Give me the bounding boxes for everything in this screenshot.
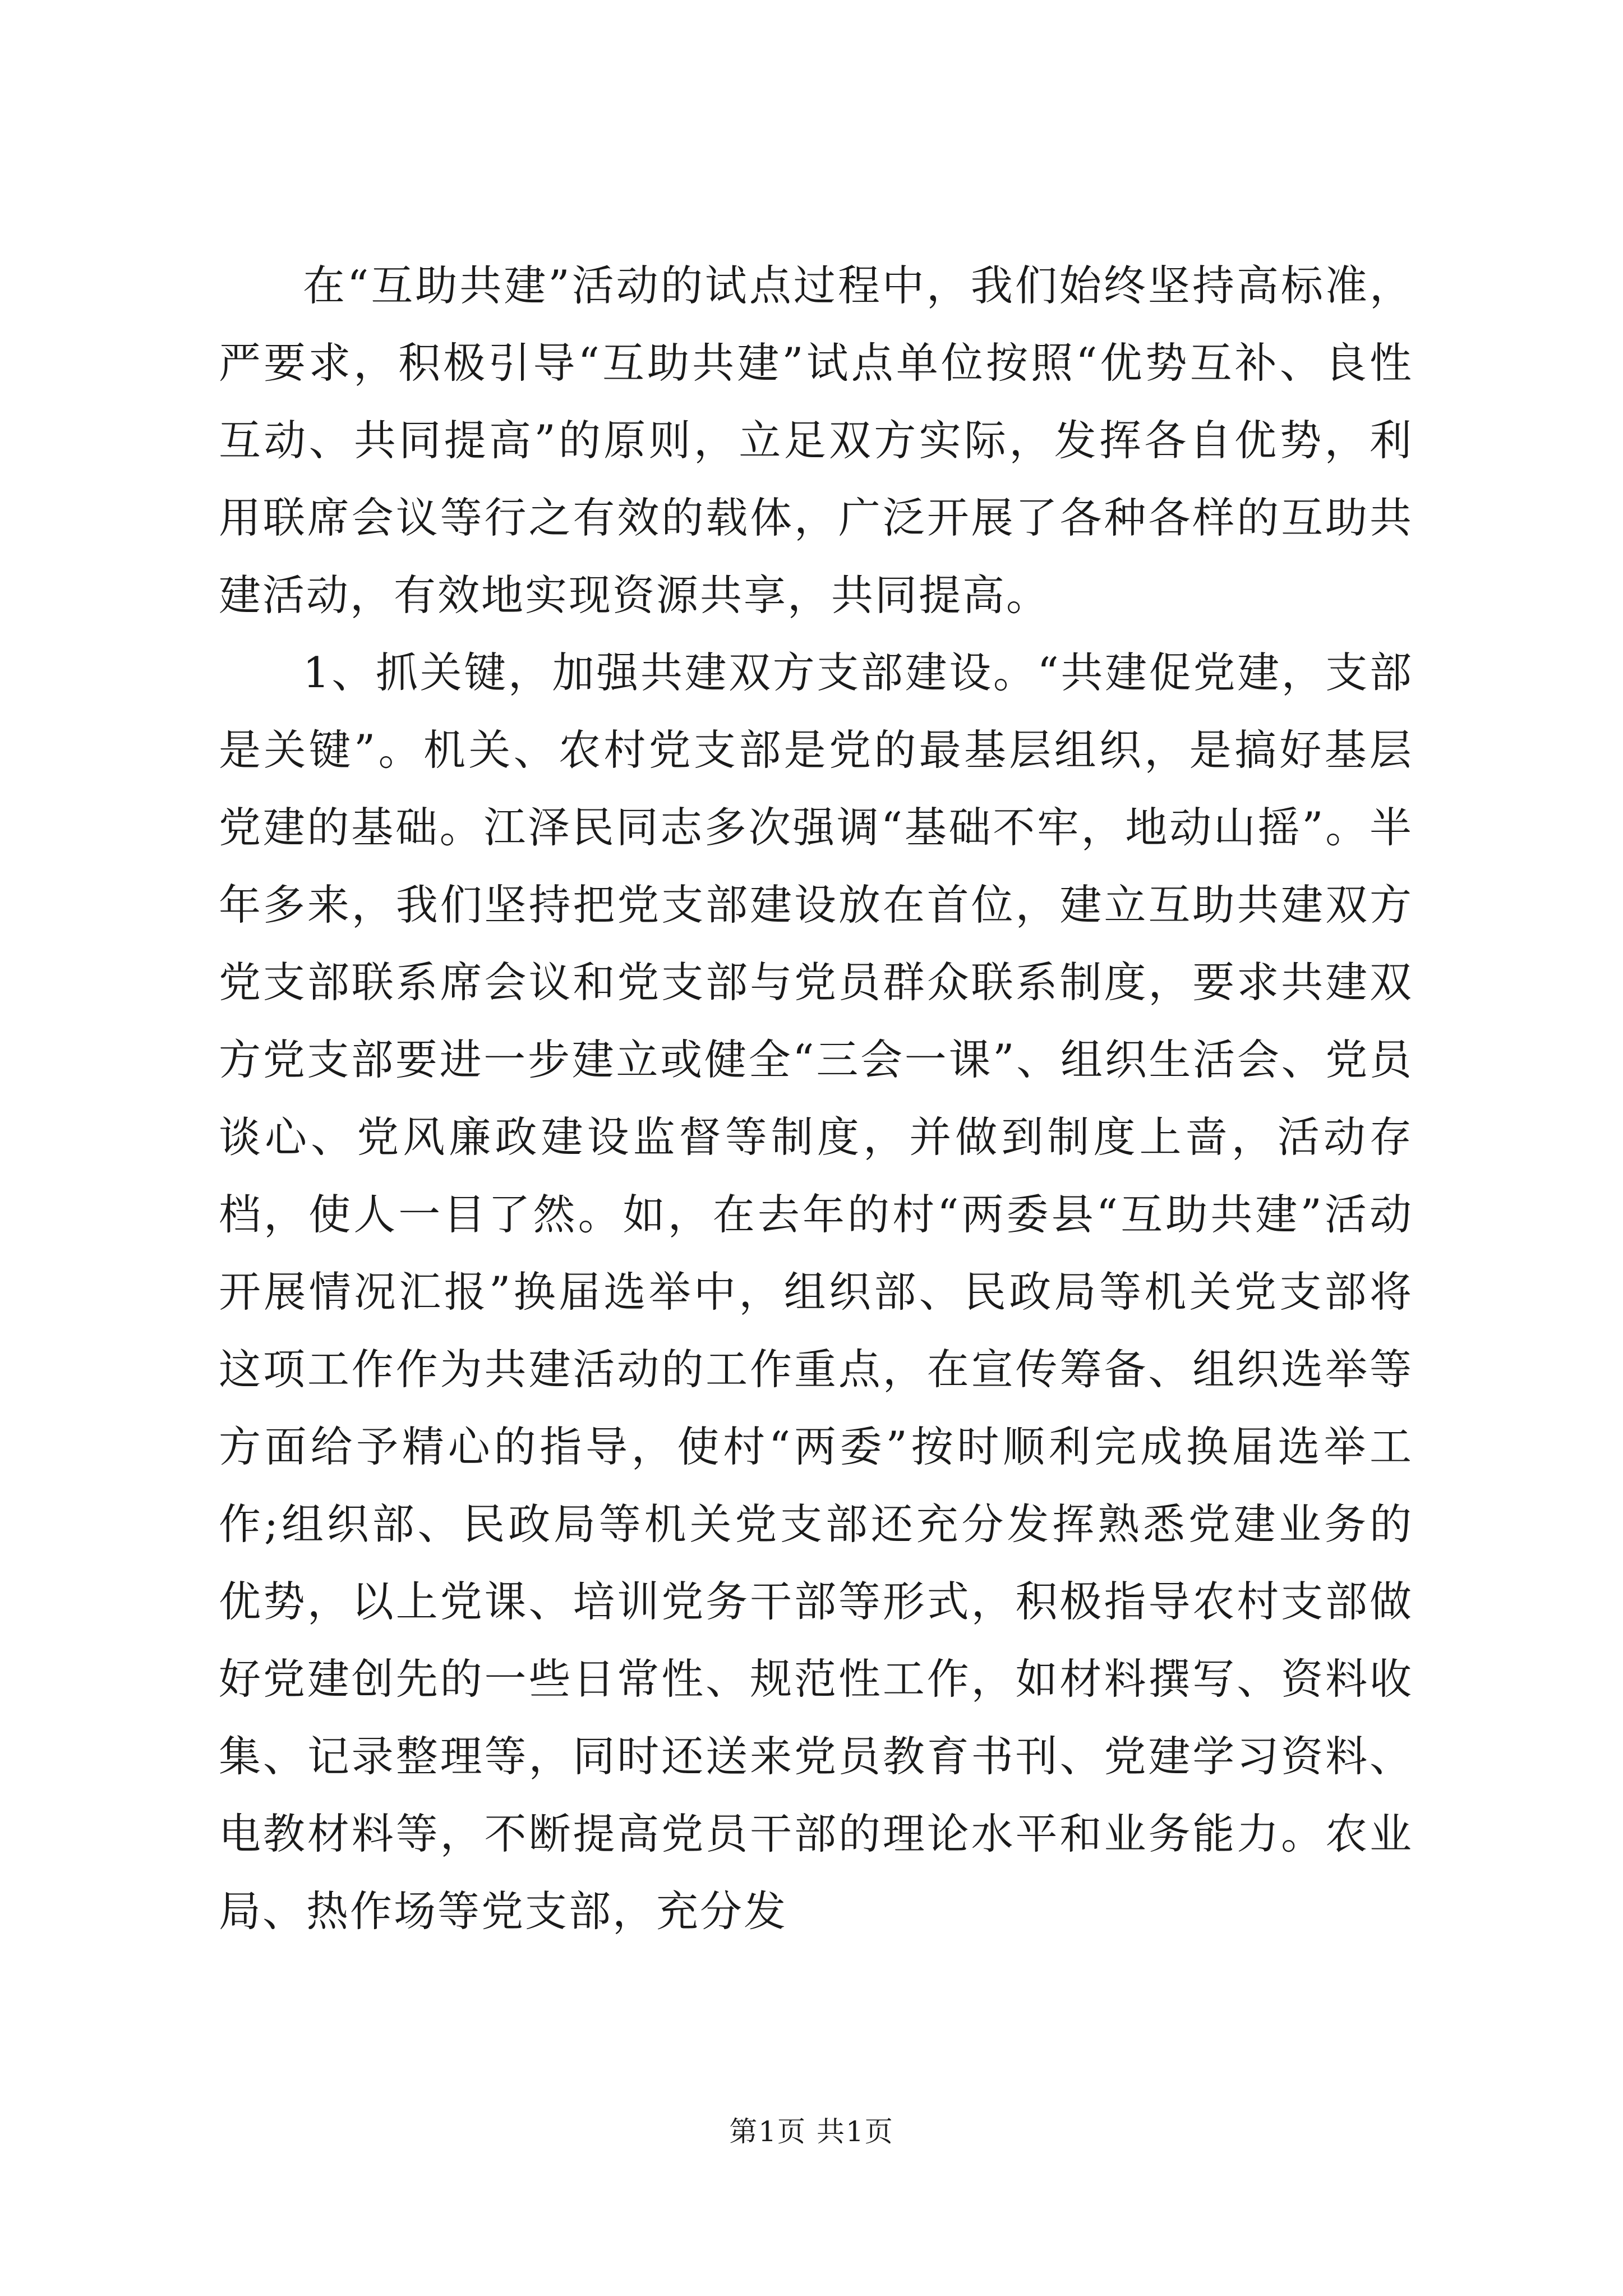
paragraph-intro: 在“互助共建”活动的试点过程中，我们始终坚持高标准，严要求，积极引导“互助共建”试点单位按照“优势互补、良性互动、共同提高”的原则，立足双方实际，发挥各自优势，利用联席会议等行之有效的载体，广泛开展了各种各样的互助共建活动，有效地实现资源共享，共同提高。 — [219, 261, 1413, 620]
document-body — [219, 247, 1413, 1950]
page-footer: 第1页 共1页 — [729, 2115, 894, 2148]
paragraph-section-1: 1、抓关键，加强共建双方支部建设。“共建促党建，支部是关键”。机关、农村党支部是党的最基层组织，是搞好基层党建的基础。江泽民同志多次强调“基础不牢，地动山摇”。半年多来，我们坚持把党支部建设放在首位，建立互助共建双方党支部联系席会议和党支部与党员群众联系制度，要求共建双方党支部要进一步建立或健全“三会一课”、组织生活会、党员谈心、党风廉政建设监督等制度，并做到制度上啬，活动存档，使人一目了然。如，在去年的村“两委县“互助共建”活动开展情况汇报”换届选举中，组织部、民政局等机关党支部将这项工作作为共建活动的工作重点，在宣传筹备、组织选举等方面给予精心的指导，使村“两委”按时顺利完成换届选举工作;组织部、民政局等机关党支部还充分发挥熟悉党建业务的优势，以上党课、培训党务干部等形式，积极指导农村支部做好党建创先的一些日常性、规范性工作，如材料撰写、资料收集、记录整理等，同时还送来党员教育书刊、党建学习资料、电教材料等，不断提高党员干部的理论水平和业务能力。农业局、热作场等党支部，充分发 — [219, 648, 1413, 1936]
